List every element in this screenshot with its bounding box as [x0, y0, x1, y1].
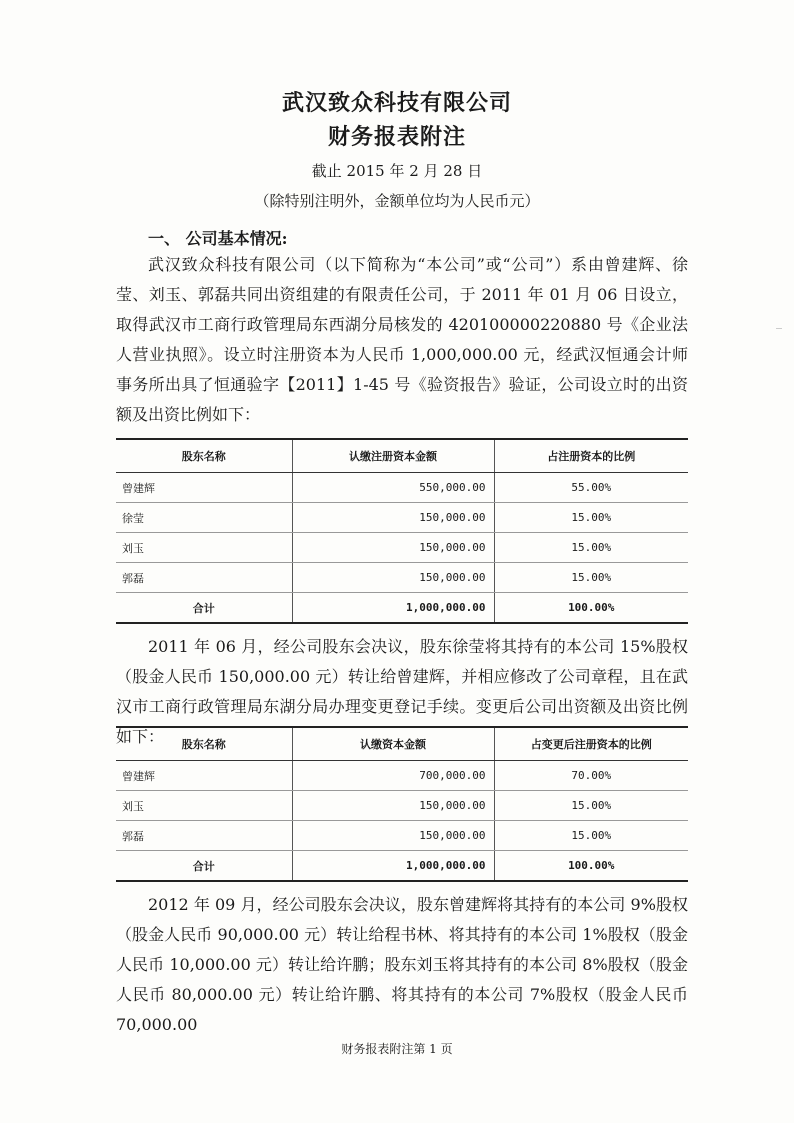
table-header-row	[116, 439, 688, 473]
paragraph-first-transfer: 2011 年 06 月，经公司股东会决议，股东徐莹将其持有的本公司 15%股权（股金人民币 150,000.00 元）转让给曾建辉，并相应修改了公司章程，且在武汉市工商行政管理局东湖分局办理变更登记手续。变更后公司出资额及出资比例如下：	[116, 637, 688, 746]
capital-ratio: 15.00%	[494, 821, 688, 851]
table-row	[116, 503, 688, 533]
company-title: 武汉致众科技有限公司	[281, 90, 512, 116]
table-row	[116, 563, 688, 593]
unit-note: （除特别注明外，金额单位均为人民币元）	[254, 192, 540, 210]
table-row	[116, 473, 688, 503]
shareholder-name: 曾建辉	[116, 761, 292, 791]
capital-ratio: 70.00%	[494, 761, 688, 791]
page-footer: 财务报表附注第 1 页	[341, 1042, 453, 1056]
section-heading-basic-info: 一、 公司基本情况:	[148, 229, 288, 248]
shareholder-name: 郭磊	[116, 563, 292, 593]
table-row	[116, 821, 688, 851]
table-total-row	[116, 593, 688, 624]
column-header: 占变更后注册资本的比例	[494, 727, 688, 761]
capital-ratio: 15.00%	[494, 503, 688, 533]
document-title: 财务报表附注	[327, 124, 466, 150]
capital-amount: 150,000.00	[292, 821, 494, 851]
total-ratio: 100.00%	[494, 851, 688, 882]
changed-capital-table	[116, 726, 688, 882]
shareholder-name: 徐莹	[116, 503, 292, 533]
column-header: 认缴资本金额	[292, 727, 494, 761]
shareholder-name: 郭磊	[116, 821, 292, 851]
capital-amount: 150,000.00	[292, 563, 494, 593]
total-amount: 1,000,000.00	[292, 593, 494, 624]
total-label: 合计	[116, 851, 292, 882]
capital-amount: 150,000.00	[292, 791, 494, 821]
capital-ratio: 15.00%	[494, 563, 688, 593]
total-amount: 1,000,000.00	[292, 851, 494, 882]
initial-capital-table	[116, 438, 688, 624]
table-header-row	[116, 727, 688, 761]
capital-amount: 150,000.00	[292, 533, 494, 563]
capital-ratio: 15.00%	[494, 533, 688, 563]
paragraph-second-transfer: 2012 年 09 月，经公司股东会决议，股东曾建辉将其持有的本公司 9%股权（股金人民币 90,000.00 元）转让给程书林、将其持有的本公司 1%股权（股金人民币 10,000.00 元）转让给许鹏；股东刘玉将其持有的本公司 8%股权（股金人民币 80,000.00 元）转让给许鹏、将其持有的本公司 7%股权（股金人民币 70,000.00	[116, 895, 688, 1034]
capital-ratio: 15.00%	[494, 791, 688, 821]
table-total-row	[116, 851, 688, 882]
column-header: 股东名称	[116, 727, 292, 761]
total-ratio: 100.00%	[494, 593, 688, 624]
column-header: 占注册资本的比例	[494, 439, 688, 473]
shareholder-name: 刘玉	[116, 533, 292, 563]
total-label: 合计	[116, 593, 292, 624]
capital-amount: 700,000.00	[292, 761, 494, 791]
capital-amount: 150,000.00	[292, 503, 494, 533]
table-row	[116, 761, 688, 791]
report-date: 截止 2015 年 2 月 28 日	[311, 162, 483, 180]
capital-amount: 550,000.00	[292, 473, 494, 503]
shareholder-name: 曾建辉	[116, 473, 292, 503]
table-row	[116, 533, 688, 563]
column-header: 股东名称	[116, 439, 292, 473]
column-header: 认缴注册资本金额	[292, 439, 494, 473]
shareholder-name: 刘玉	[116, 791, 292, 821]
capital-ratio: 55.00%	[494, 473, 688, 503]
paragraph-establishment: 武汉致众科技有限公司（以下简称为“本公司”或“公司”）系由曾建辉、徐莹、刘玉、郭磊共同出资组建的有限责任公司，于 2011 年 01 月 06 日设立，取得武汉市工商行政管理局东西湖分局核发的 420100000220880 号《企业法人营业执照》。设立时注册资本为人民币 1,000,000.00 元，经武汉恒通会计师事务所出具了恒通验字【2011】1-45 号《验资报告》验证，公司设立时的出资额及出资比例如下：	[116, 255, 688, 424]
table-row	[116, 791, 688, 821]
scan-edge-mark	[776, 328, 782, 329]
